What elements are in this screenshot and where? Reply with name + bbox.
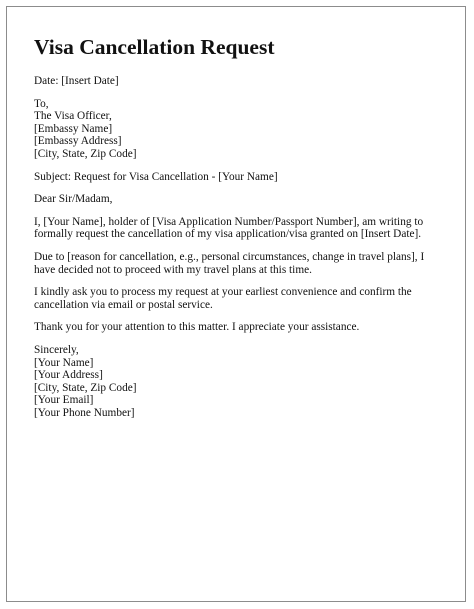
body-line: cancellation via email or postal service. [34, 298, 213, 311]
recipient-block [34, 98, 444, 161]
closing-line: [Your Address] [34, 369, 103, 382]
subject-text: Subject: Request for Visa Cancellation - [Your Name] [34, 170, 278, 183]
body-line: Thank you for your attention to this matter. I appreciate your assistance. [34, 321, 360, 334]
body-line: I kindly ask you to process my request at your earliest convenience and confirm the [34, 286, 412, 299]
recipient-line: The Visa Officer, [34, 110, 112, 123]
closing-block [34, 344, 444, 420]
salutation-text: Dear Sir/Madam, [34, 193, 113, 206]
recipient-line: [City, State, Zip Code] [34, 147, 137, 160]
recipient-line: To, [34, 97, 49, 110]
body-paragraph [34, 321, 444, 334]
body-line: formally request the cancellation of my visa application/visa granted on [Insert Date]. [34, 228, 422, 241]
recipient-line: [Embassy Address] [34, 135, 122, 148]
body-paragraph [34, 286, 444, 311]
date-text: Date: [Insert Date] [34, 75, 119, 87]
body-paragraph [34, 251, 444, 276]
letter-page [6, 6, 466, 602]
body-paragraph [34, 216, 444, 241]
letter-title: Visa Cancellation Request [34, 35, 275, 59]
salutation [34, 193, 444, 206]
date-line [34, 75, 444, 88]
letter-content [34, 34, 444, 429]
body-line: I, [Your Name], holder of [Visa Application Number/Passport Number], am writing to [34, 215, 424, 228]
closing-line: [City, State, Zip Code] [34, 381, 137, 394]
closing-line: [Your Phone Number] [34, 406, 135, 419]
body-line: have decided not to proceed with my travel plans at this time. [34, 263, 312, 276]
recipient-line: [Embassy Name] [34, 122, 113, 135]
closing-line: [Your Email] [34, 394, 94, 407]
closing-line: Sincerely, [34, 343, 79, 356]
closing-line: [Your Name] [34, 356, 94, 369]
body-line: Due to [reason for cancellation, e.g., personal circumstances, change in travel plans], I [34, 250, 425, 263]
subject-line [34, 171, 444, 184]
